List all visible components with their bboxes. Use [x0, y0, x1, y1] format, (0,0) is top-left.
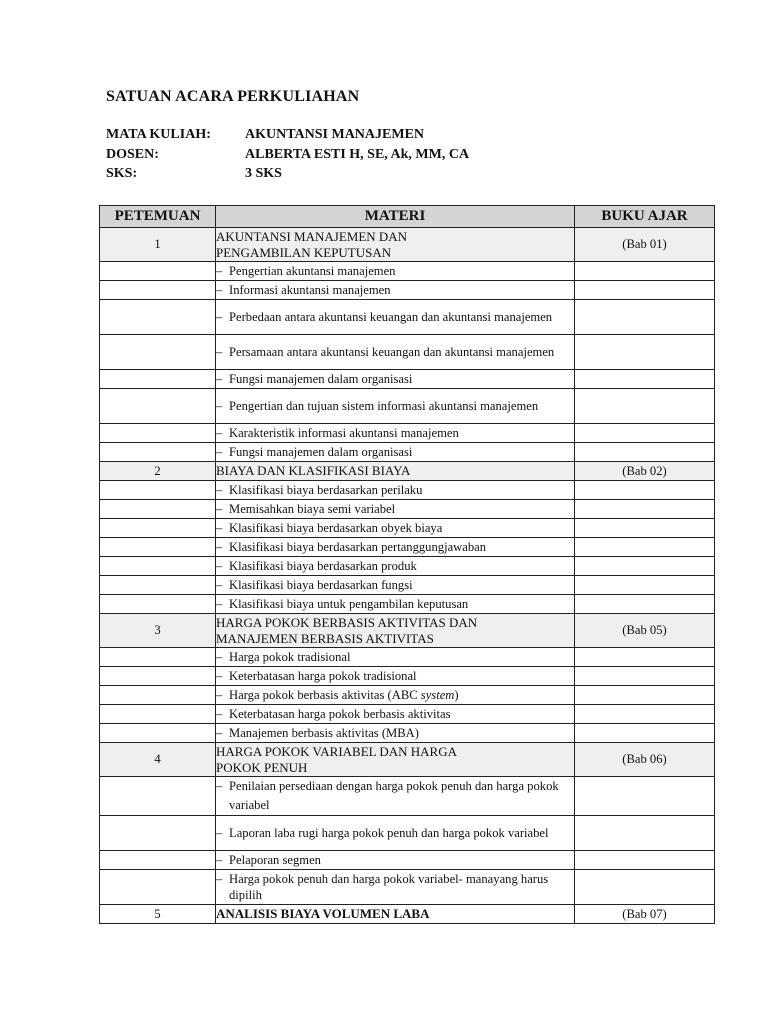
table-header-row — [100, 206, 715, 228]
subtopic-row — [100, 667, 715, 686]
course-info-row — [106, 147, 469, 167]
subtopic-text: Klasifikasi biaya untuk pengambilan keputusan — [229, 596, 469, 611]
subtopic-row — [100, 300, 715, 335]
meeting-number: 4 — [100, 743, 216, 777]
dash-bullet: – — [216, 706, 223, 721]
subtopic-text: Memisahkan biaya semi variabel — [229, 501, 396, 516]
meeting-topic: BIAYA DAN KLASIFIKASI BIAYA — [216, 462, 575, 481]
subtopic-row — [100, 724, 715, 743]
subtopic-text: Karakteristik informasi akuntansi manajemen — [229, 425, 459, 440]
subtopic-text: Persamaan antara akuntansi keuangan dan akuntansi manajemen — [229, 344, 555, 359]
header-materi: MATERI — [216, 206, 575, 228]
dash-bullet: – — [216, 520, 223, 535]
subtopic-text: Klasifikasi biaya berdasarkan perilaku — [229, 482, 423, 497]
topic-line: POKOK PENUH — [216, 759, 308, 775]
meeting-row — [100, 743, 715, 777]
header-buku-ajar: BUKU AJAR — [575, 206, 715, 228]
subtopic-row — [100, 262, 715, 281]
subtopic-row — [100, 557, 715, 576]
subtopic-row — [100, 576, 715, 595]
subtopic-row — [100, 851, 715, 870]
meeting-row — [100, 228, 715, 262]
subtopic-text: Informasi akuntansi manajemen — [229, 282, 391, 297]
dash-bullet: – — [216, 596, 223, 611]
meeting-book: (Bab 06) — [575, 743, 715, 777]
dash-bullet: – — [216, 425, 223, 440]
subtopic-text: Fungsi manajemen dalam organisasi — [229, 371, 413, 386]
dash-bullet: – — [216, 482, 223, 497]
dash-bullet: – — [216, 687, 223, 702]
subtopic-row — [100, 595, 715, 614]
document-title: SATUAN ACARA PERKULIAHAN — [106, 88, 360, 105]
course-label: MATA KULIAH: — [106, 127, 211, 142]
dash-bullet: – — [216, 577, 223, 592]
subtopic-row — [100, 777, 715, 816]
subtopic-text: Penilaian persediaan dengan harga pokok penuh dan harga pokok variabel — [229, 779, 559, 812]
meeting-topic — [216, 614, 575, 648]
meeting-topic — [216, 228, 575, 262]
subtopic-text: Manajemen berbasis aktivitas (MBA) — [229, 725, 419, 740]
credits-value: 3 SKS — [245, 166, 282, 181]
meeting-row — [100, 614, 715, 648]
topic-line: MANAJEMEN BERBASIS AKTIVITAS — [216, 630, 434, 646]
subtopic-text: Fungsi manajemen dalam organisasi — [229, 444, 413, 459]
dash-bullet: – — [216, 558, 223, 573]
course-info-row — [106, 166, 469, 186]
meeting-number: 5 — [100, 905, 216, 924]
meeting-number: 3 — [100, 614, 216, 648]
subtopic-row — [100, 335, 715, 370]
meeting-book: (Bab 07) — [575, 905, 715, 924]
dash-bullet: – — [216, 852, 223, 867]
subtopic-row — [100, 443, 715, 462]
subtopic-text: Pengertian akuntansi manajemen — [229, 263, 396, 278]
dash-bullet: – — [216, 779, 223, 793]
subtopic-text: Pelaporan segmen — [229, 852, 321, 867]
topic-line: HARGA POKOK VARIABEL DAN HARGA — [216, 743, 458, 759]
subtopic-row — [100, 538, 715, 557]
meeting-topic: ANALISIS BIAYA VOLUMEN LABA — [216, 905, 575, 924]
header-pertemuan: PETEMUAN — [100, 206, 216, 228]
syllabus-table — [99, 205, 715, 924]
meeting-book: (Bab 01) — [575, 228, 715, 262]
meeting-row — [100, 462, 715, 481]
subtopic-row — [100, 648, 715, 667]
dash-bullet: – — [216, 668, 223, 683]
dash-bullet: – — [216, 539, 223, 554]
meeting-number: 1 — [100, 228, 216, 262]
subtopic-text: Laporan laba rugi harga pokok penuh dan harga pokok variabel — [229, 825, 549, 840]
meeting-number: 2 — [100, 462, 216, 481]
dash-bullet: – — [216, 825, 223, 840]
subtopic-text-italic: system — [420, 687, 455, 702]
subtopic-row — [100, 370, 715, 389]
course-value: AKUNTANSI MANAJEMEN — [245, 127, 425, 142]
topic-line: HARGA POKOK BERBASIS AKTIVITAS DAN — [216, 614, 478, 630]
subtopic-row — [100, 424, 715, 443]
dash-bullet: – — [216, 649, 223, 664]
subtopic-text: Klasifikasi biaya berdasarkan obyek biaya — [229, 520, 443, 535]
meeting-row — [100, 905, 715, 924]
subtopic-row — [100, 816, 715, 851]
subtopic-text: Keterbatasan harga pokok berbasis aktivitas — [229, 706, 451, 721]
dash-bullet: – — [216, 371, 223, 386]
topic-line: AKUNTANSI MANAJEMEN DAN — [216, 228, 408, 244]
dash-bullet: – — [216, 398, 223, 413]
course-info — [106, 127, 469, 186]
subtopic-row — [100, 500, 715, 519]
dash-bullet: – — [216, 871, 223, 886]
subtopic-text: Perbedaan antara akuntansi keuangan dan akuntansi manajemen — [229, 309, 553, 324]
meeting-book: (Bab 02) — [575, 462, 715, 481]
subtopic-text-pre: Harga pokok berbasis aktivitas (ABC — [229, 687, 421, 702]
subtopic-row — [100, 705, 715, 724]
subtopic-row — [100, 389, 715, 424]
topic-line: PENGAMBILAN KEPUTUSAN — [216, 244, 392, 260]
dash-bullet: – — [216, 344, 223, 359]
subtopic-text: Harga pokok tradisional — [229, 649, 351, 664]
dash-bullet: – — [216, 309, 223, 324]
dash-bullet: – — [216, 444, 223, 459]
subtopic-row — [100, 481, 715, 500]
meeting-topic — [216, 743, 575, 777]
subtopic-text: Keterbatasan harga pokok tradisional — [229, 668, 417, 683]
lecturer-value: ALBERTA ESTI H, SE, Ak, MM, CA — [245, 146, 470, 162]
subtopic-row — [100, 281, 715, 300]
subtopic-text: Klasifikasi biaya berdasarkan produk — [229, 558, 417, 573]
subtopic-row — [100, 870, 715, 905]
dash-bullet: – — [216, 725, 223, 740]
subtopic-text: Klasifikasi biaya berdasarkan fungsi — [229, 577, 413, 592]
subtopic-text: Pengertian dan tujuan sistem informasi akuntansi manajemen — [229, 398, 539, 413]
subtopic-text — [229, 687, 574, 704]
dash-bullet: – — [216, 282, 223, 297]
subtopic-text: Harga pokok penuh dan harga pokok variabel- manayang harus dipilih — [229, 871, 549, 902]
lecturer-label: DOSEN: — [106, 146, 159, 162]
dash-bullet: – — [216, 263, 223, 278]
dash-bullet: – — [216, 501, 223, 516]
subtopic-text: Klasifikasi biaya berdasarkan pertanggungjawaban — [229, 539, 487, 554]
course-info-row — [106, 127, 469, 147]
subtopic-row — [100, 686, 715, 705]
subtopic-text-post: ) — [454, 687, 459, 702]
subtopic-row — [100, 519, 715, 538]
meeting-book: (Bab 05) — [575, 614, 715, 648]
credits-label: SKS: — [106, 166, 138, 181]
